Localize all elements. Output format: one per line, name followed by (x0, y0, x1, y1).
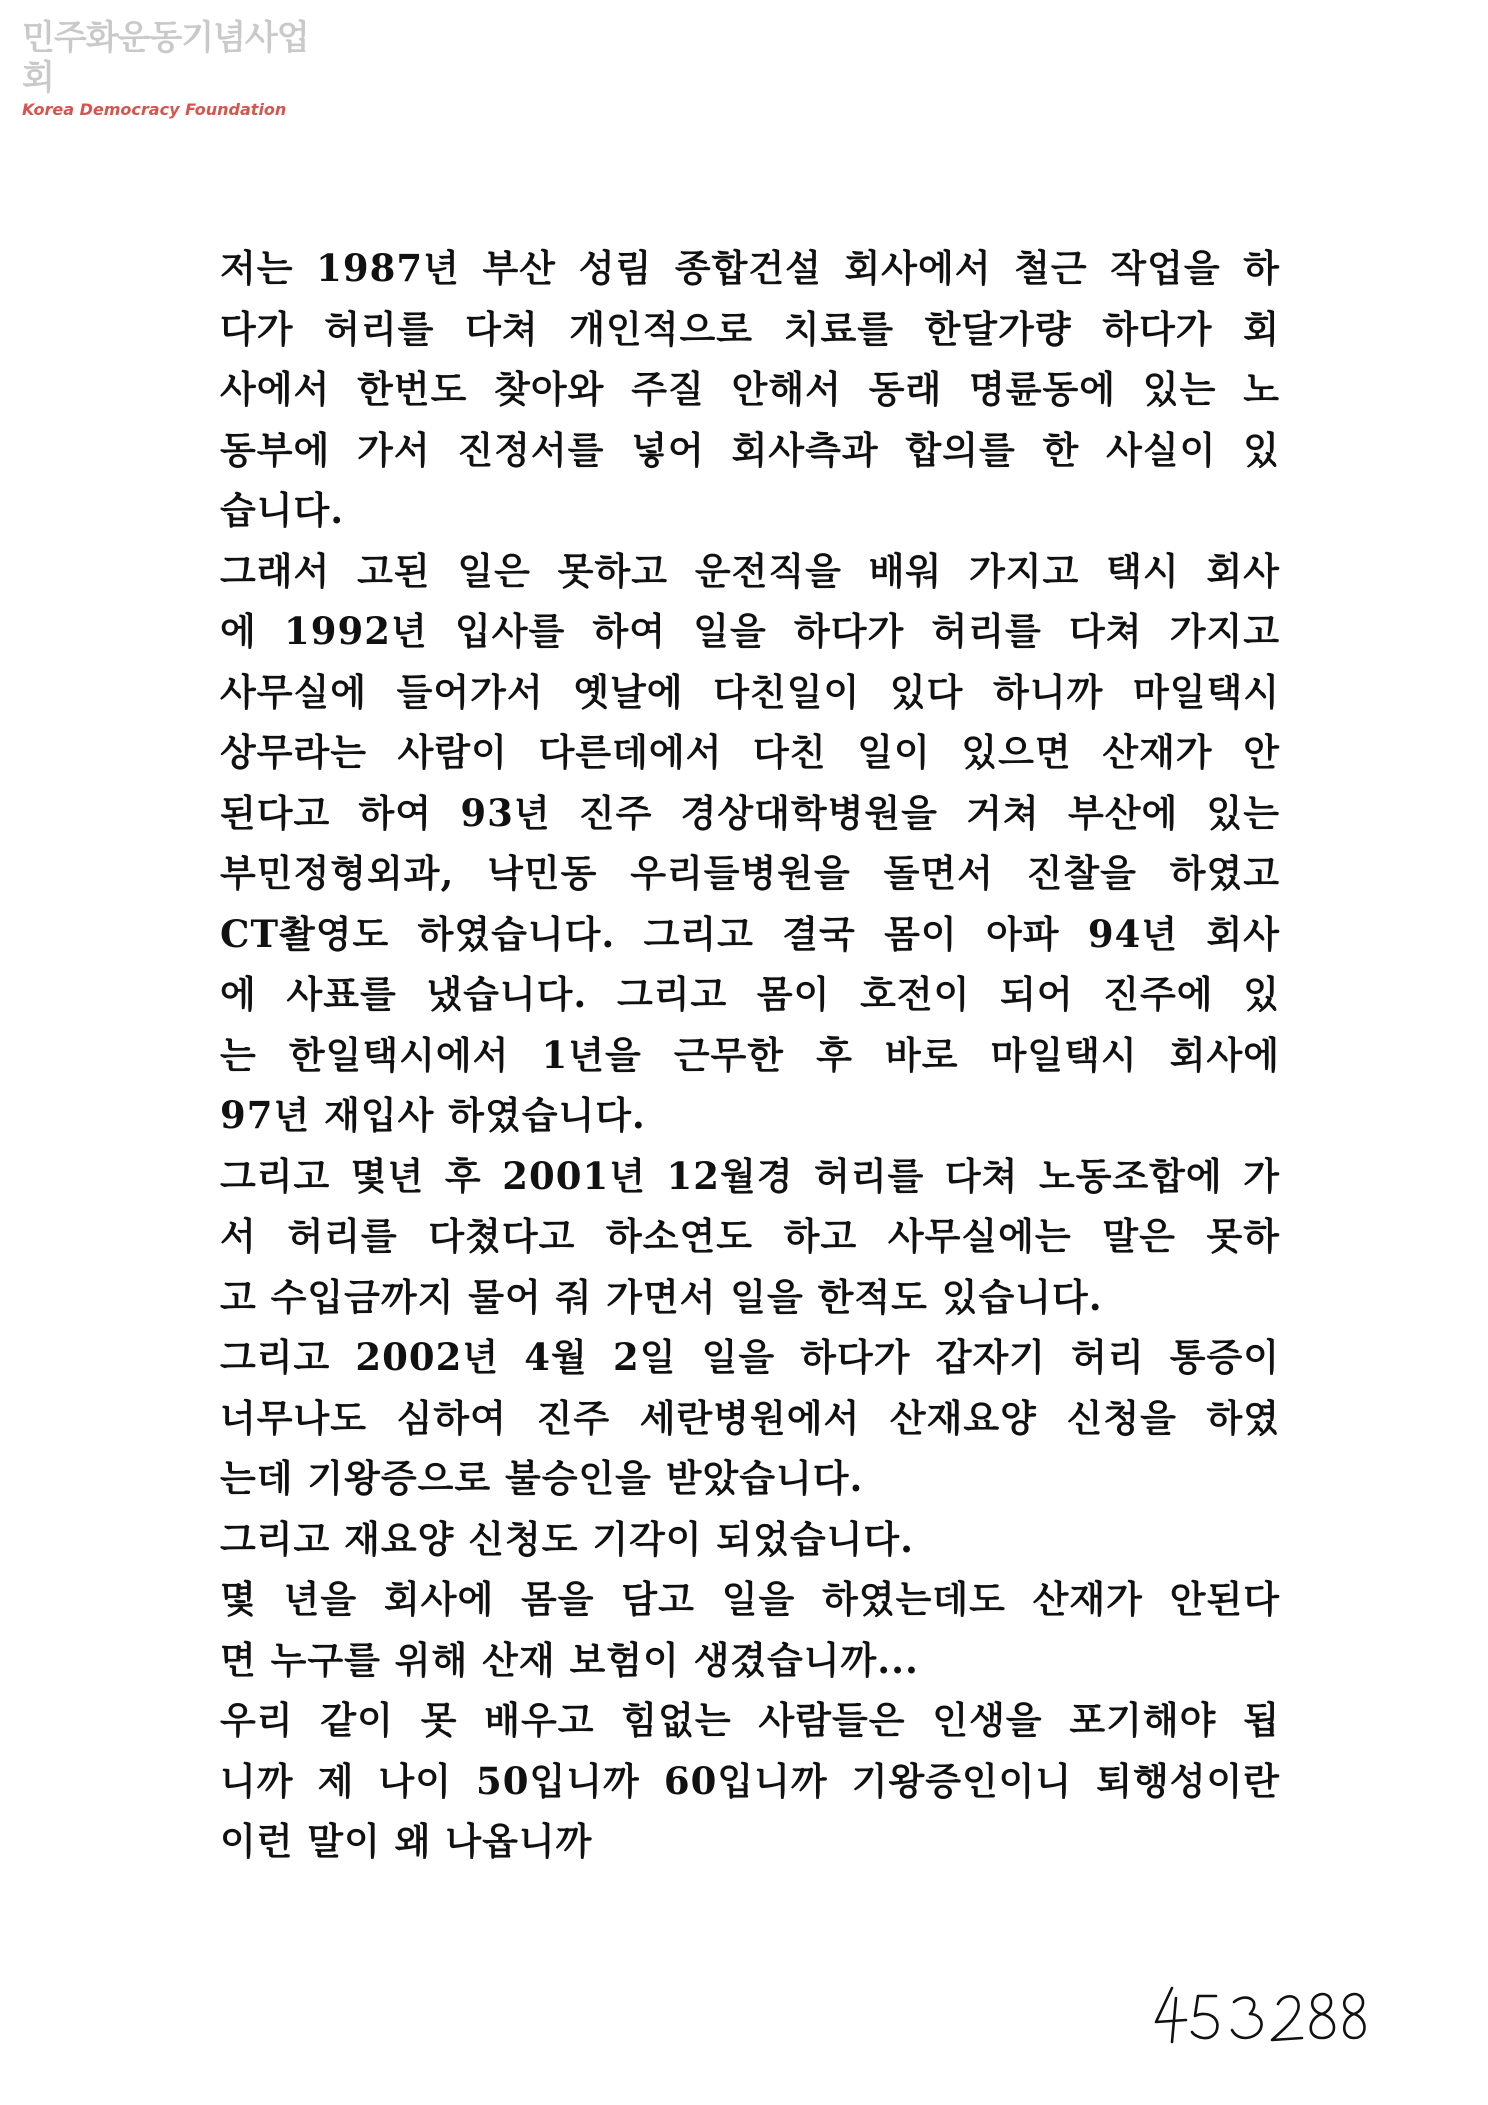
document-text-line: CT촬영도 하였습니다. 그리고 결국 몸이 아파 94년 회사 (220, 911, 1280, 956)
handwritten-number-drawing (1150, 1980, 1370, 2050)
handwritten-document-number (1150, 1980, 1370, 2050)
document-text-line: 니까 제 나이 50입니까 60입니까 기왕증인이니 퇴행성이란 (220, 1758, 1280, 1803)
document-text-line: 에 1992년 입사를 하여 일을 하다가 허리를 다쳐 가지고 (220, 609, 1280, 653)
foundation-watermark (22, 18, 322, 120)
watermark-korean-name: 민주화운동기념사업회 (22, 18, 309, 98)
document-text-line: 는 한일택시에서 1년을 근무한 후 바로 마일택시 회사에 (220, 1032, 1280, 1077)
document-text-line: 이런 말이 왜 나옵니까 (220, 1819, 593, 1863)
document-text-line: 상무라는 사람이 다른데에서 다친 일이 있으면 산재가 안 (220, 730, 1280, 774)
document-text-line: 된다고 하여 93년 진주 경상대학병원을 거쳐 부산에 있는 (220, 790, 1280, 835)
document-text-line: 97년 재입사 하였습니다. (220, 1093, 646, 1137)
document-text-line: 사에서 한번도 찾아와 주질 안해서 동래 명륜동에 있는 노 (220, 367, 1280, 411)
document-text-line: 부민정형외과, 낙민동 우리들병원을 돌면서 진찰을 하였고 (220, 851, 1280, 895)
document-text-line: 서 허리를 다쳤다고 하소연도 하고 사무실에는 말은 못하 (220, 1214, 1280, 1258)
document-text-line: 그리고 2002년 4월 2일 일을 하다가 갑자기 허리 통증이 (220, 1335, 1280, 1379)
document-text-line: 몇 년을 회사에 몸을 담고 일을 하였는데도 산재가 안된다 (220, 1577, 1280, 1621)
document-text-line: 는데 기왕증으로 불승인을 받았습니다. (220, 1456, 864, 1500)
document-body (220, 238, 1280, 1872)
document-text-line: 다가 허리를 다쳐 개인적으로 치료를 한달가량 하다가 회 (220, 306, 1280, 351)
document-text-line: 그리고 몇년 후 2001년 12월경 허리를 다쳐 노동조합에 가 (220, 1153, 1280, 1198)
document-text-line: 저는 1987년 부산 성림 종합건설 회사에서 철근 작업을 하 (220, 246, 1280, 290)
document-text-line: 사무실에 들어가서 옛날에 다친일이 있다 하니까 마일택시 (220, 669, 1280, 714)
document-text-line: 면 누구를 위해 산재 보험이 생겼습니까... (220, 1637, 919, 1682)
watermark-english-name: Korea Democracy Foundation (22, 100, 287, 119)
document-text-line: 그리고 재요양 신청도 기각이 되었습니다. (220, 1516, 915, 1561)
document-text-line: 에 사표를 냈습니다. 그리고 몸이 호전이 되어 진주에 있 (220, 972, 1280, 1016)
document-text-line: 우리 같이 못 배우고 힘없는 사람들은 인생을 포기해야 됩 (220, 1698, 1280, 1742)
document-text-line: 고 수입금까지 물어 줘 가면서 일을 한적도 있습니다. (220, 1274, 1103, 1319)
document-text-line: 너무나도 심하여 진주 세란병원에서 산재요양 신청을 하였 (220, 1395, 1280, 1440)
document-text-line: 동부에 가서 진정서를 넣어 회사측과 합의를 한 사실이 있 (220, 427, 1280, 472)
document-text-line: 습니다. (220, 488, 345, 532)
document-text-line: 그래서 고된 일은 못하고 운전직을 배워 가지고 택시 회사 (220, 548, 1280, 593)
